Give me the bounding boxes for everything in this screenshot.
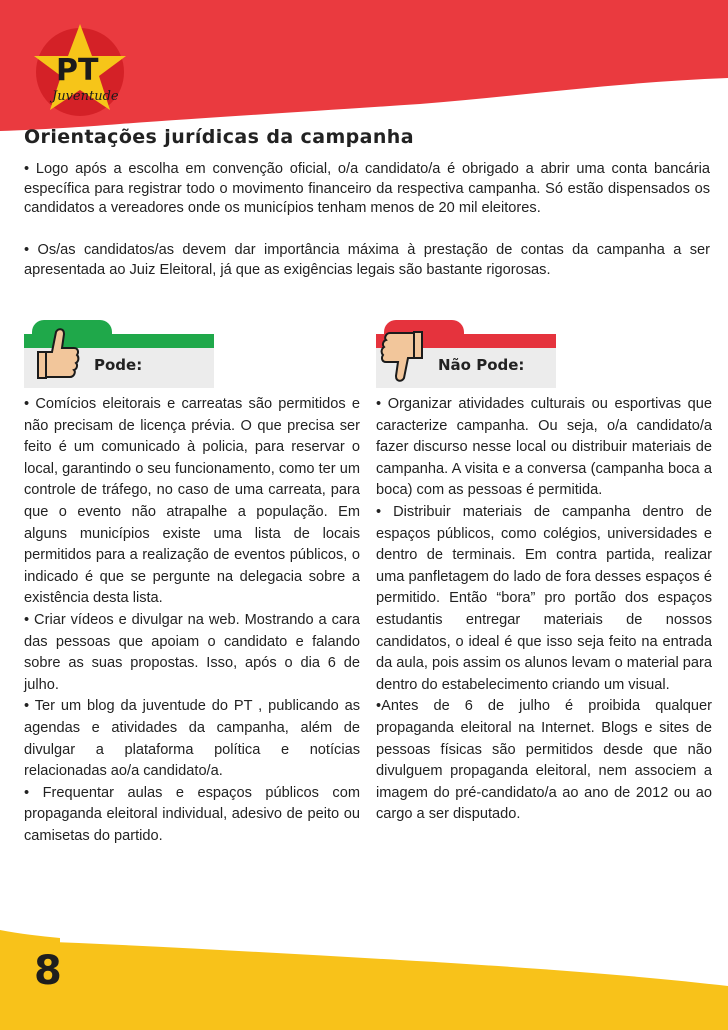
pode-item-blog: • Ter um blog da juventude do PT , publicando as agendas e atividades da campanha, além de divulgar a plataforma política e notícias relacionadas ao/a candidato/a. [24, 698, 360, 780]
bottom-yellow-wave [0, 900, 728, 1030]
pode-section-header [24, 320, 214, 390]
pt-juventude-logo [18, 18, 148, 136]
nao-pode-item-atividades: • Organizar atividades culturais ou esportivas que caracterize campanha. Ou seja, o/a candidato/a fazer discurso nesse local ou distribuir materiais de campanha. A visita e a conversa (campanha boca a boca) com as pessoas é permitida. [376, 396, 712, 499]
logo-script: Juventude [52, 89, 119, 104]
pode-column [24, 394, 360, 847]
nao-pode-item-materiais: • Distribuir materiais de campanha dentro de espaços públicos, como colégios, universidades e dentro de terminais. Em contra partida, realizar uma panfletagem do lado de fora desses espaços é permitido. Então “bora” pro portão dos espaços estudantis entregar materiais de nossos candidatos, o ideal é que isso seja feito na entrada da aula, pois assim os alunos levam o material para dentro do estabelecimento criando um visual. [376, 503, 712, 693]
thumbs-down-icon [380, 326, 426, 384]
page-title: Orientações jurídicas da campanha [24, 126, 414, 148]
pode-label: Pode: [94, 356, 143, 374]
intro-paragraph-bank-account: • Logo após a escolha em convenção oficial, o/a candidato/a é obrigado a abrir uma conta bancária específica para registrar todo o movimento financeiro da respectiva campanha. Só estão dispensados os candidatos a vereadores onde os municípios tenham menos de 20 mil eleitores. [24, 161, 710, 216]
nao-pode-item-internet: •Antes de 6 de julho é proibida qualquer propaganda eleitoral na Internet. Blogs e sites de pessoas físicas são permitidos desde que não divulguem propaganda eleitoral, nem associem a imagem do pré-candidato/a ao ano de 2012 ou ao cargo a ser disputado. [376, 698, 712, 823]
thumbs-up-icon [34, 326, 80, 384]
nao-pode-column [376, 394, 712, 826]
logo-text: PT [56, 53, 99, 88]
nao-pode-label: Não Pode: [438, 356, 525, 374]
page-number: 8 [34, 948, 62, 994]
pode-item-videos: • Criar vídeos e divulgar na web. Mostrando a cara das pessoas que apoiam o candidato e falando sobre as suas propostas. Isso, após o dia 6 de julho. [24, 611, 360, 693]
nao-pode-section-header [376, 320, 556, 390]
pode-item-aulas: • Frequentar aulas e espaços públicos com propaganda eleitoral individual, adesivo de peito ou camisetas do partido. [24, 784, 360, 844]
pode-item-comicios: • Comícios eleitorais e carreatas são permitidos e não precisam de licença prévia. O que precisa ser feito é um comunicado à policia, para reservar o local, garantindo o seu funcionamento, como ter um controle de tráfego, no caso de uma carreata, para que o evento não atrapalhe a população. Em alguns municípios existe uma lista de locais permitidos para a realização de eventos públicos, o indicado é que se pergunte na delegacia sobre a existência desta lista. [24, 396, 360, 607]
intro-paragraph-accounts: • Os/as candidatos/as devem dar importância máxima à prestação de contas da campanha a ser apresentada ao Juiz Eleitoral, já que as exigências legais são bastante rigorosas. [24, 242, 710, 278]
